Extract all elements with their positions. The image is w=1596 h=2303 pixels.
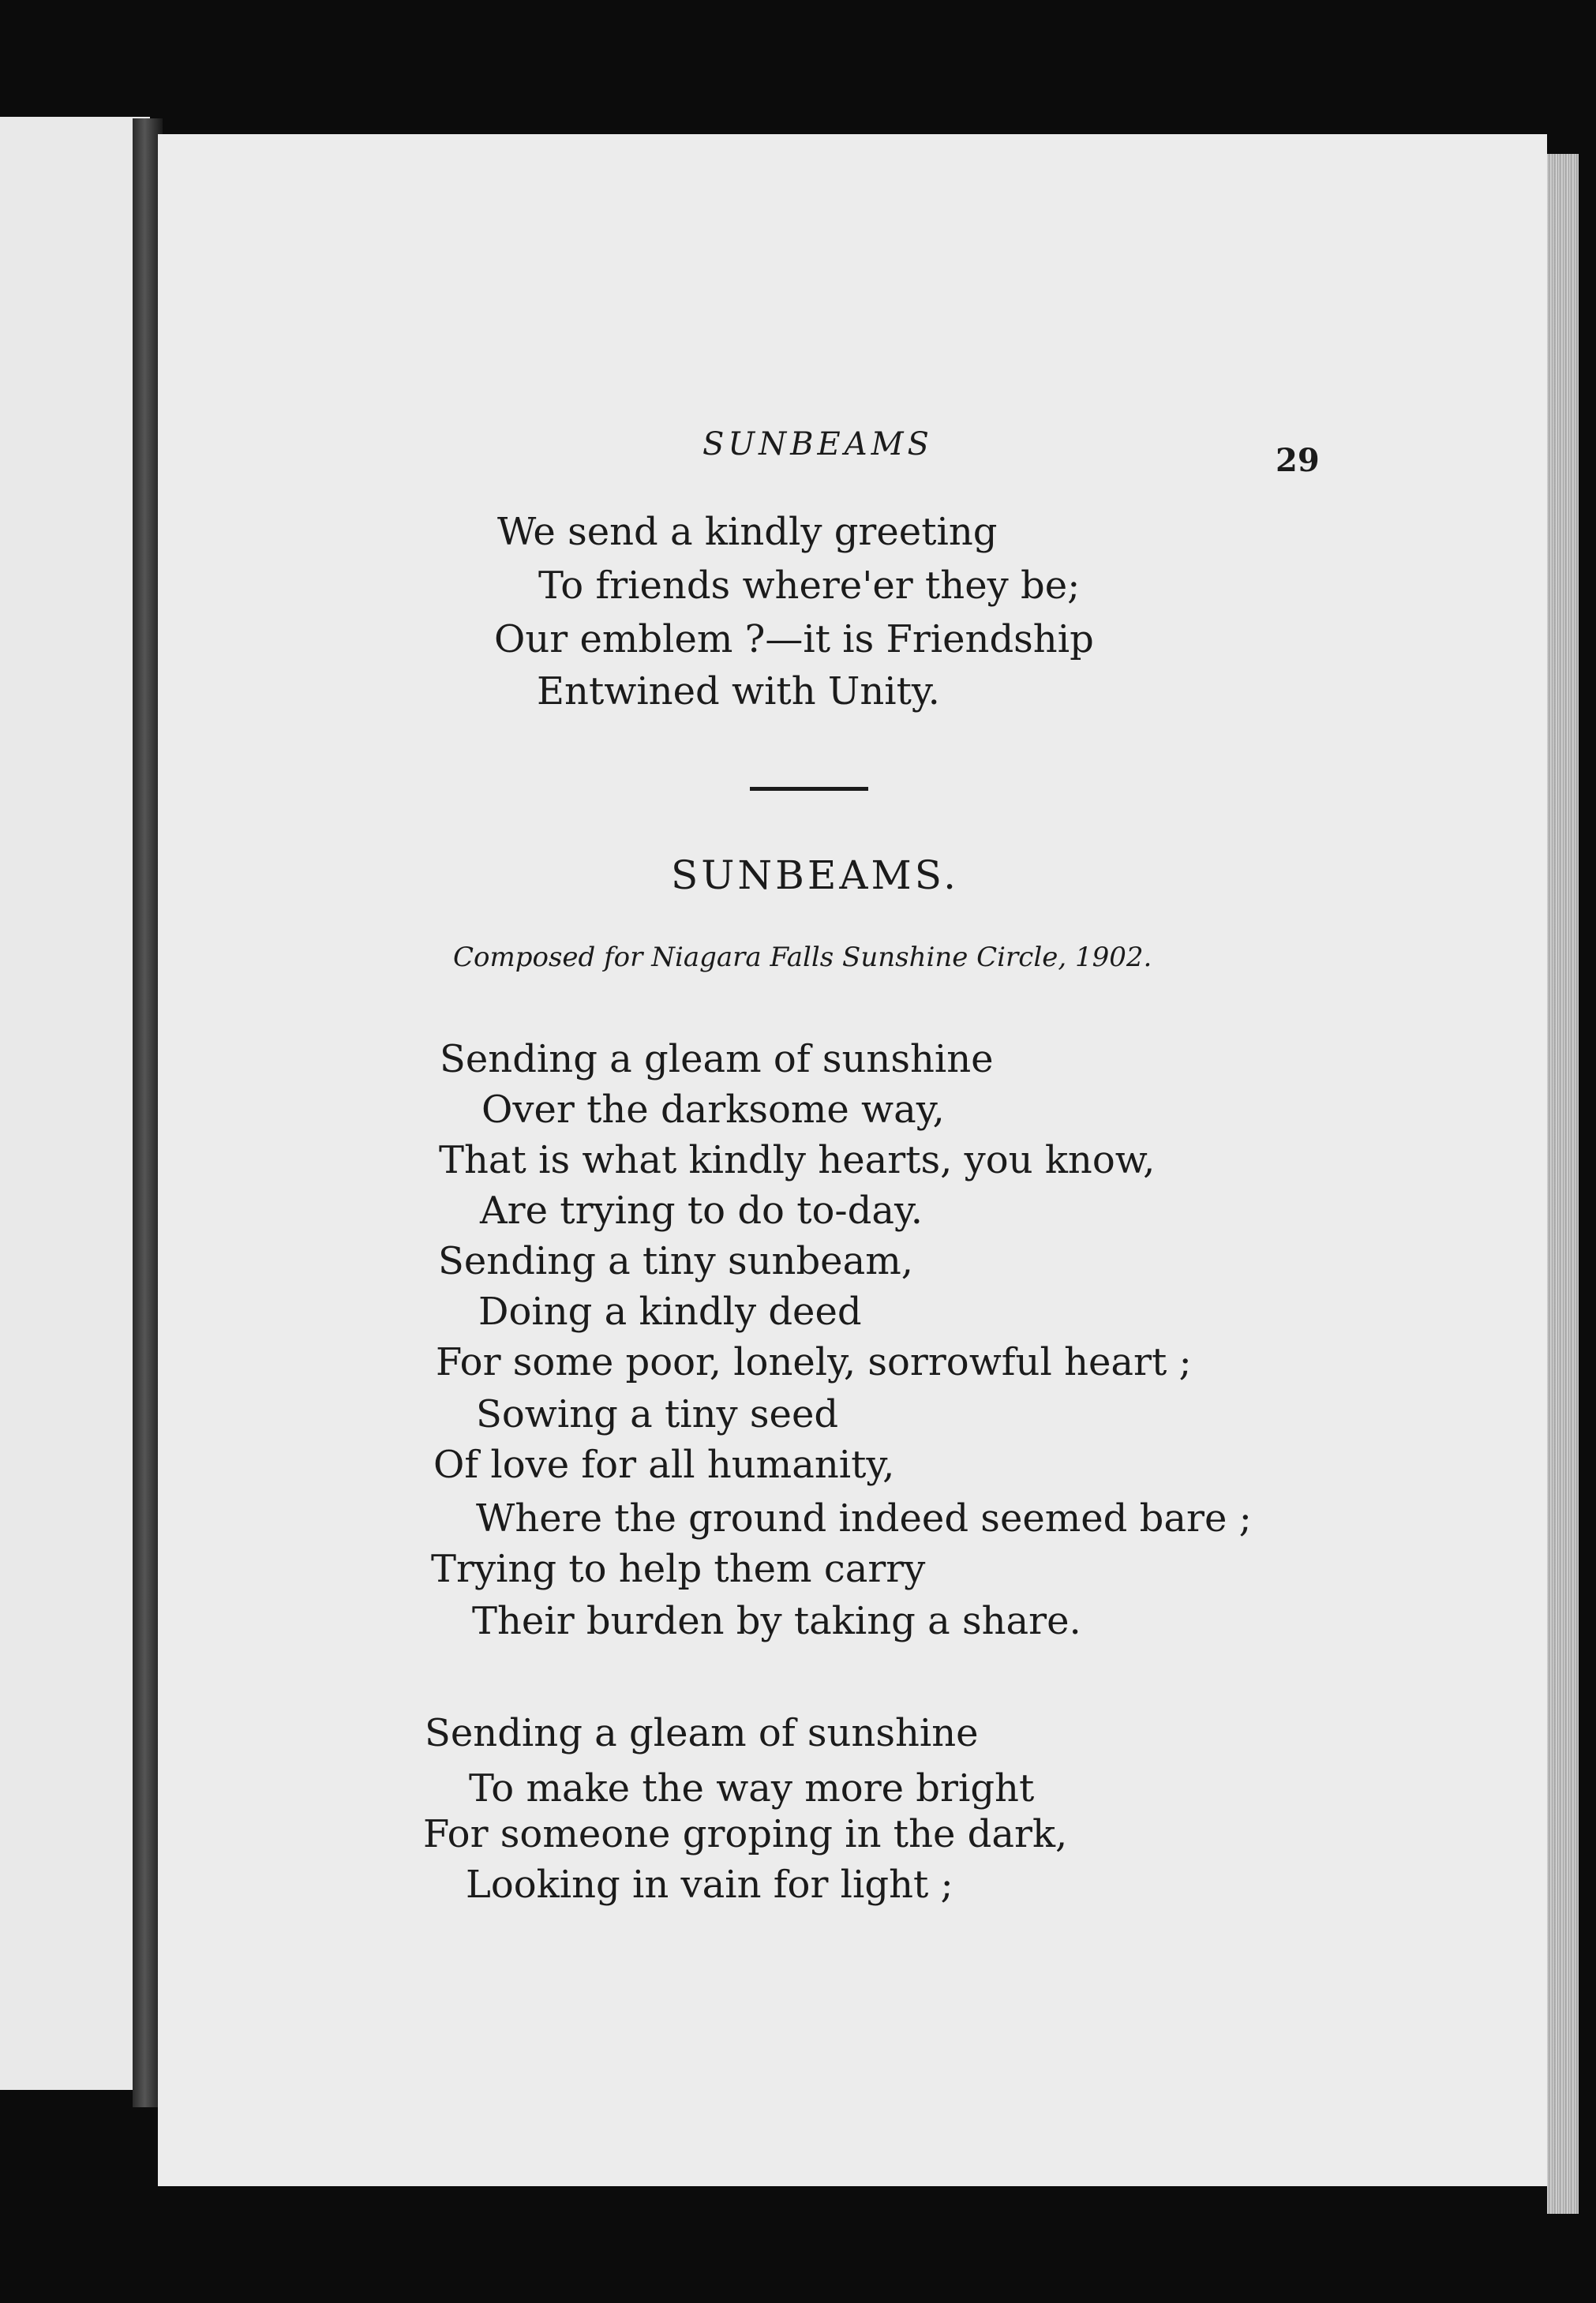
verse-line: Our emblem ?—it is Friendship <box>494 617 1094 661</box>
verse-line: That is what kindly hearts, you know, <box>439 1138 1156 1182</box>
verse-line: Sending a gleam of sunshine <box>440 1037 994 1081</box>
page-edges <box>1547 154 1579 2214</box>
verse-line: Sending a tiny sunbeam, <box>438 1239 913 1283</box>
verse-line: For someone groping in the dark, <box>423 1812 1068 1856</box>
verse-line: Of love for all humanity, <box>433 1443 895 1487</box>
running-head: SUNBEAMS <box>702 426 933 462</box>
verse-line: To friends where'er they be; <box>538 564 1081 608</box>
left-page-edge <box>0 117 150 2090</box>
verse-line: Sowing a tiny seed <box>476 1392 839 1436</box>
verse-line: Are trying to do to-day. <box>480 1189 923 1233</box>
verse-line: For some poor, lonely, sorrowful heart ; <box>436 1340 1192 1384</box>
verse-line: Where the ground indeed seemed bare ; <box>476 1496 1252 1541</box>
verse-line: Over the darksome way, <box>481 1088 945 1132</box>
verse-line: Trying to help them carry <box>431 1547 926 1591</box>
verse-line: Their burden by taking a share. <box>472 1599 1081 1643</box>
poem-title: SUNBEAMS. <box>671 852 960 898</box>
poem-subtitle: Composed for Niagara Falls Sunshine Circle, 1902. <box>453 942 1152 973</box>
section-divider <box>750 787 868 791</box>
verse-line: Doing a kindly deed <box>478 1290 862 1334</box>
verse-line: Sending a gleam of sunshine <box>425 1711 979 1755</box>
page-number: 29 <box>1276 442 1320 479</box>
verse-line: We send a kindly greeting <box>497 510 998 554</box>
verse-line: Entwined with Unity. <box>537 669 940 713</box>
verse-line: To make the way more bright <box>469 1766 1035 1811</box>
verse-line: Looking in vain for light ; <box>466 1863 953 1907</box>
